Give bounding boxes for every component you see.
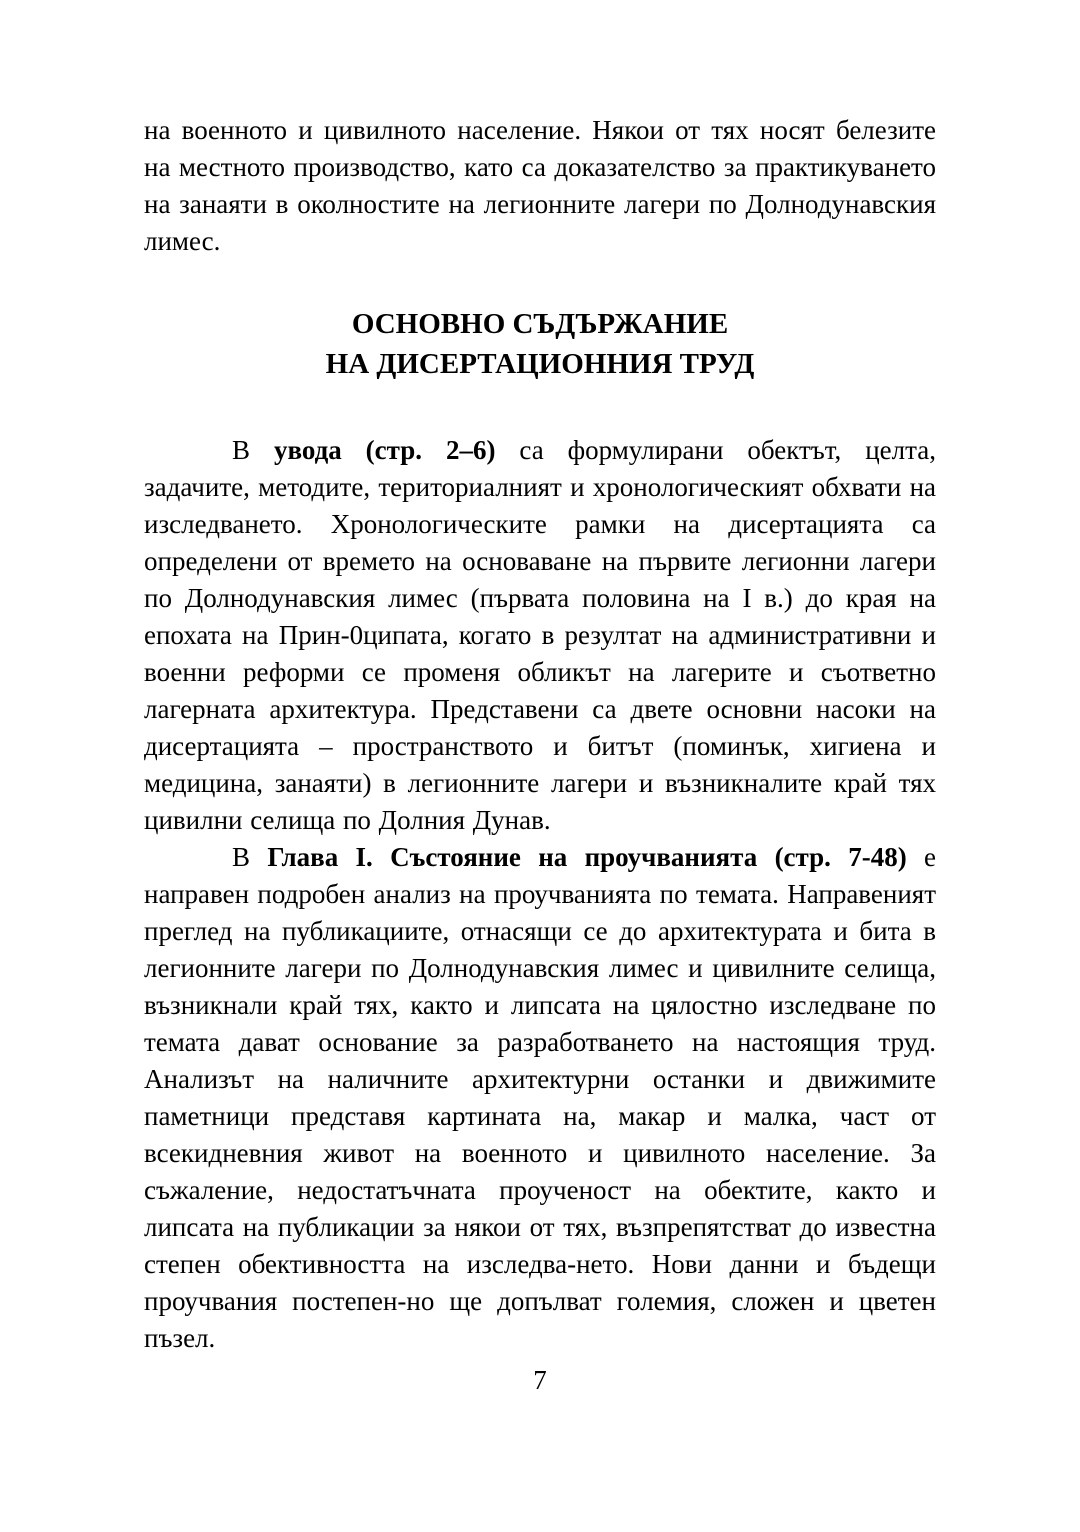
section-heading — [144, 304, 936, 384]
page-number: 7 — [533, 1365, 547, 1395]
section-heading-line2: НА ДИСЕРТАЦИОННИЯ ТРУД — [325, 348, 755, 380]
paragraph-uvod-prefix: В — [232, 435, 274, 465]
paragraph-uvod — [144, 432, 936, 839]
section-heading-line1: ОСНОВНО СЪДЪРЖАНИЕ — [351, 308, 729, 340]
intro-paragraph: на военното и цивилното население. Някои от тях носят белезите на местното производство, като са доказателство за практикуването на занаяти в околностите на легионните лагери по Долнодунавския лимес. — [144, 115, 936, 256]
paragraph-uvod-bold: увода (стр. 2–6) — [273, 435, 496, 465]
paragraph-glava1-bold: Глава I. Състояние на проучванията (стр. 7-48) — [267, 842, 907, 872]
paragraph-glava1 — [144, 839, 936, 1357]
paragraph-uvod-rest: са формулирани обектът, целта, задачите, методите, териториалният и хронологическият обхвати на изследването. Хронологическите рамки на дисертацията са определени от времето на основаване на първите легионни лагери по Долнодунавския лимес (първата половина на I в.) до края на епохата на Прин-0ципата, когато в резултат на административни и военни реформи се променя обликът на лагерите и съответно лагерната архитектура. Представени са двете основни насоки на дисертацията – пространството и битът (поминък, хигиена и медицина, занаяти) в легионните лагери и възникналите край тях цивилни селища по Долния Дунав. — [144, 435, 936, 835]
paragraph-glava1-rest: е направен подробен анализ на проучванията по темата. Направеният преглед на публикациите, отнасящи се до архитектурата и бита в легионните лагери по Долнодунавския лимес и цивилните селища, възникнали край тях, както и липсата на цялостно изследване по темата дават основание за разработването на настоящия труд. Анализът на наличните архитектурни останки и движимите паметници представя картината на, макар и малка, част от всекидневния живот на военното и цивилното население. За съжаление, недостатъчната проученост на обектите, както и липсата на публикации за някои от тях, възпрепятстват до известна степен обективността на изследва-нето. Нови данни и бъдещи проучвания постепен-но ще допълват големия, сложен и цветен пъзел. — [144, 842, 937, 1353]
paragraph-glava1-prefix: В — [232, 842, 268, 872]
